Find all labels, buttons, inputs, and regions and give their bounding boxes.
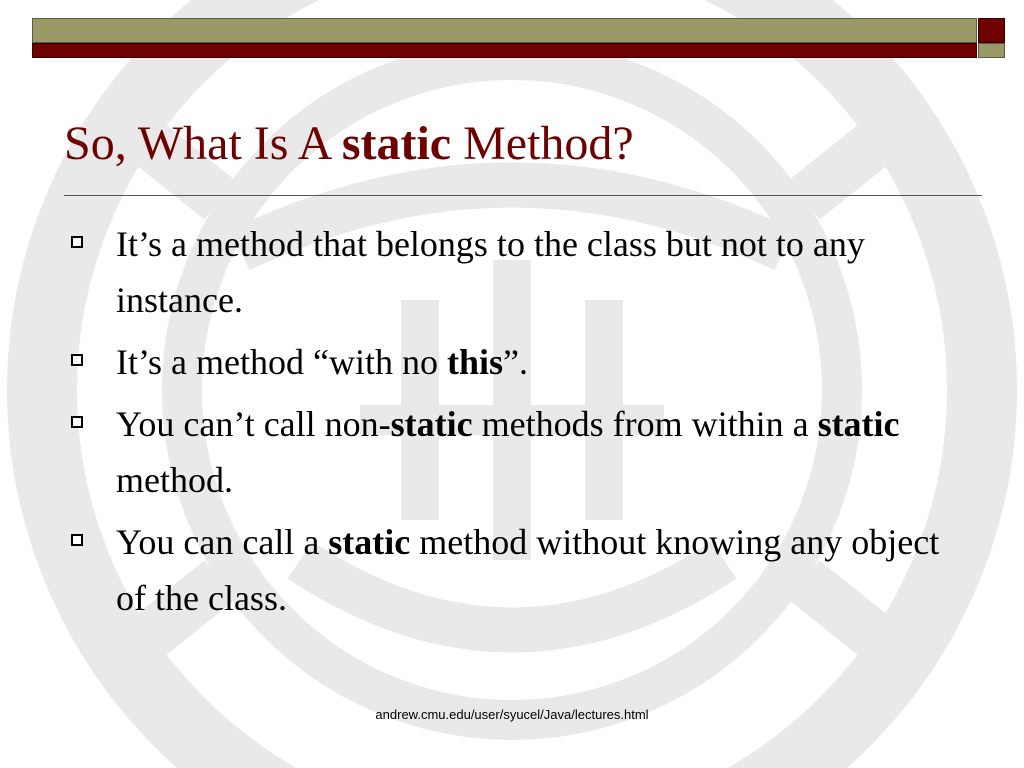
- title-keyword: static: [341, 117, 452, 170]
- bullet-text: You can’t call non-: [116, 404, 391, 444]
- bullet-keyword: static: [390, 404, 473, 444]
- bullet-keyword: static: [817, 404, 900, 444]
- bullet-keyword: this: [446, 342, 503, 382]
- title-divider: [64, 195, 982, 196]
- hollow-square-bullet-icon: [71, 236, 83, 248]
- hollow-square-bullet-icon: [71, 534, 83, 546]
- bullet-text: It’s a method that belongs to the class but not to any instance.: [116, 224, 865, 320]
- slide-title: [64, 118, 634, 171]
- bullet-list: [64, 216, 964, 632]
- bullet-text: It’s a method “with no: [116, 342, 447, 382]
- bullet-item: [64, 216, 964, 328]
- bullet-item: [64, 396, 964, 508]
- title-before: So, What Is A: [64, 117, 342, 170]
- corner-square-red: [978, 18, 1005, 43]
- bullet-keyword: static: [328, 522, 411, 562]
- bullet-text: ”.: [502, 342, 528, 382]
- bullet-item: [64, 334, 964, 390]
- bullet-text: methods from within a: [472, 404, 818, 444]
- bullet-text: method.: [116, 460, 233, 500]
- bullet-item: [64, 514, 964, 626]
- hollow-square-bullet-icon: [71, 354, 83, 366]
- bullet-text: method without knowing any object of the class.: [116, 522, 940, 618]
- hollow-square-bullet-icon: [71, 416, 83, 428]
- source-footer: andrew.cmu.edu/user/syucel/Java/lectures.html: [375, 707, 649, 722]
- header-bar-red: [32, 43, 977, 58]
- corner-square-olive: [978, 43, 1005, 58]
- bullet-text: You can call a: [116, 522, 329, 562]
- header-bar-olive: [32, 18, 977, 43]
- title-after: Method?: [451, 117, 634, 170]
